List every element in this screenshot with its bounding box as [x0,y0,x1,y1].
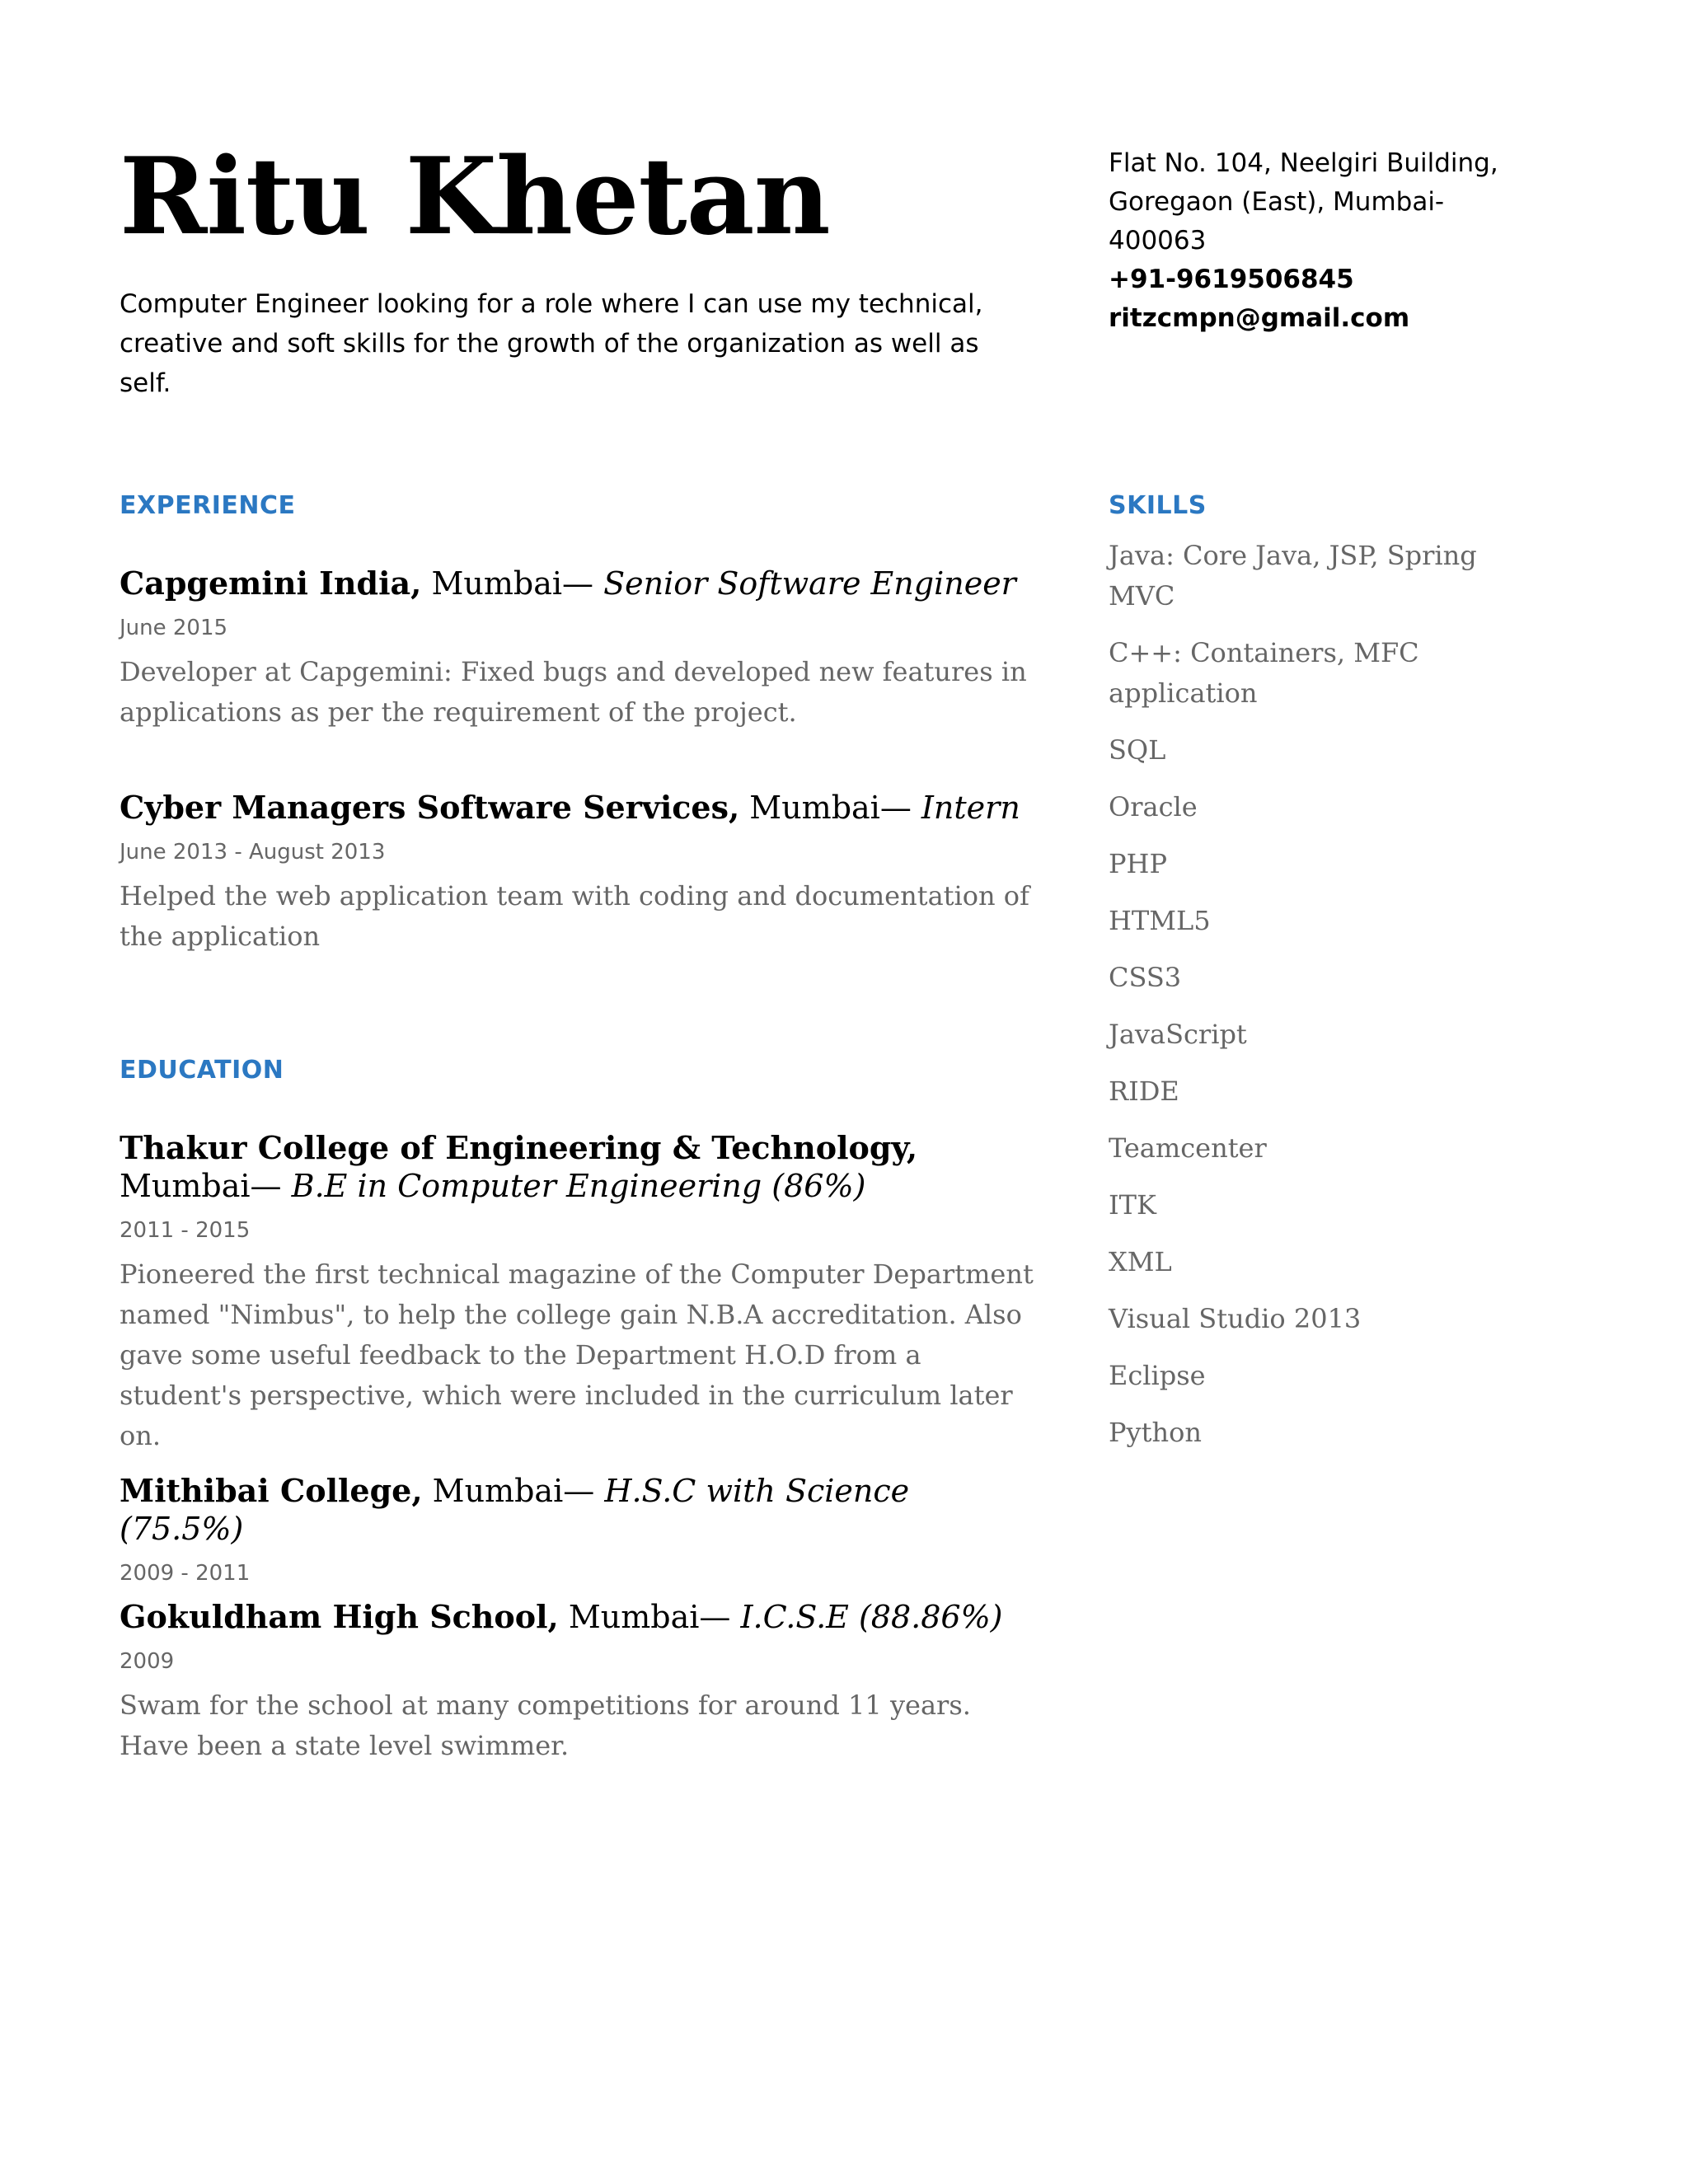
skill-item: JavaScript [1109,1019,1247,1050]
experience-entry [120,565,1034,733]
entry-org: Thakur College of Engineering & Technology, [120,1129,918,1166]
phone: +91-9619506845 [1109,265,1354,294]
skill-item: Python [1109,1417,1202,1448]
entry-role: B.E in Computer Engineering (86%) [291,1168,866,1204]
summary: Computer Engineer looking for a role where I can use my technical, creative and soft skills for the growth of the organization as well as self. [120,289,983,398]
entry-location: Mumbai— [739,790,921,826]
education-entry [120,1472,1034,1587]
entry-location: Mumbai— [422,1473,605,1509]
skill-item: SQL [1109,734,1166,766]
skill-item: RIDE [1109,1076,1179,1107]
skill-item: Visual Studio 2013 [1109,1303,1362,1334]
skill-item: HTML5 [1109,905,1211,936]
entry-date: June 2013 - August 2013 [120,840,386,865]
skill-item: C++: Containers, MFC application [1109,637,1419,709]
entry-date: 2011 - 2015 [120,1218,251,1243]
entry-title [120,1598,1034,1636]
entry-title [120,1129,1034,1205]
entry-org: Capgemini India, [120,565,422,602]
entry-location: Mumbai— [120,1168,292,1204]
entry-title [120,1472,1034,1548]
entry-org: Gokuldham High School, [120,1598,559,1635]
skill-item: XML [1109,1246,1172,1277]
entry-date: June 2015 [120,616,228,640]
email: ritzcmpn@gmail.com [1109,303,1410,333]
skill-item: PHP [1109,848,1167,879]
entry-description: Swam for the school at many competitions for around 11 years. Have been a state level swimmer. [120,1690,971,1761]
entry-title [120,789,1034,827]
skills-heading: SKILLS [1109,491,1207,520]
education-entry [120,1129,1034,1456]
entry-role: H.S.C with Science (75.5%) [120,1473,910,1547]
experience-entry [120,789,1034,957]
skill-item: ITK [1109,1189,1156,1221]
entry-description: Developer at Capgemini: Fixed bugs and developed new features in applications as per the requirement of the project. [120,656,1027,728]
contact-block [1109,144,1504,338]
entry-date: 2009 - 2011 [120,1561,251,1586]
address: Flat No. 104, Neelgiri Building, Goregaon (East), Mumbai-400063 [1109,148,1498,255]
skill-item: Eclipse [1109,1360,1206,1391]
entry-org: Cyber Managers Software Services, [120,789,740,826]
skill-item: Teamcenter [1109,1132,1267,1164]
entry-location: Mumbai— [421,565,604,602]
entry-role: Intern [921,790,1020,826]
candidate-name: Ritu Khetan [120,135,830,259]
entry-role: I.C.S.E (88.86%) [740,1599,1003,1635]
skills-list [1109,536,1488,1469]
entry-location: Mumbai— [558,1599,741,1635]
entry-org: Mithibai College, [120,1472,423,1509]
entry-role: Senior Software Engineer [603,565,1016,602]
education-entry [120,1598,1034,1766]
education-heading: EDUCATION [120,1056,284,1085]
experience-heading: EXPERIENCE [120,491,296,520]
skill-item: Oracle [1109,791,1198,823]
entry-title [120,565,1034,602]
entry-date: 2009 [120,1649,175,1674]
entry-description: Helped the web application team with coding and documentation of the application [120,880,1029,952]
skill-item: Java: Core Java, JSP, Spring MVC [1109,540,1477,612]
skill-item: CSS3 [1109,962,1182,993]
entry-description: Pioneered the first technical magazine of the Computer Department named "Nimbus", to help the college gain N.B.A accreditation. Also gave some useful feedback to the Department H.O.D from a student's perspective, which were included in the curriculum later on. [120,1258,1034,1451]
